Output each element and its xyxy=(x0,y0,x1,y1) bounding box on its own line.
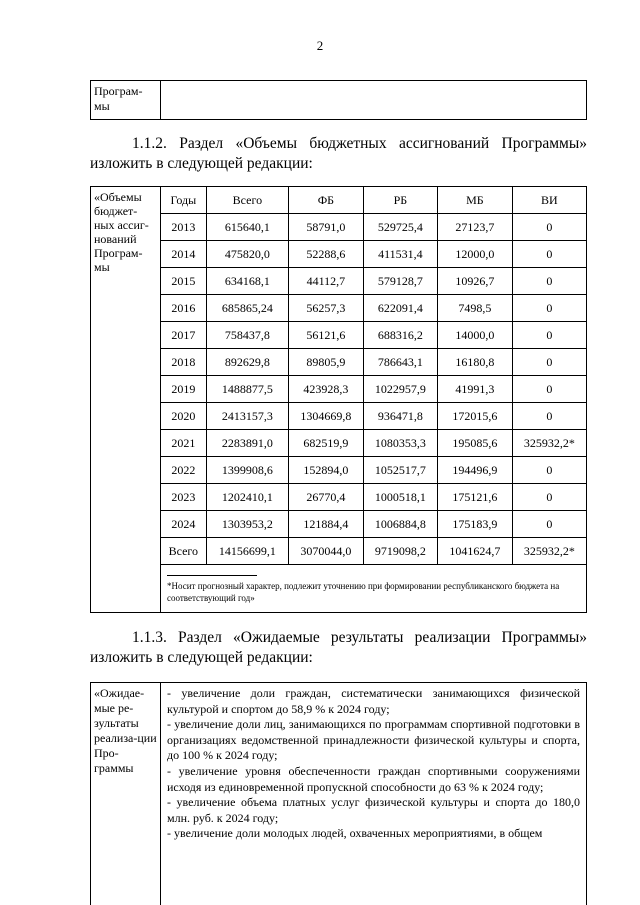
results-table xyxy=(90,682,587,905)
budget-cell: 1202410,1 xyxy=(206,484,288,511)
program-label: Програм- мы xyxy=(91,81,161,120)
budget-cell: 475820,0 xyxy=(206,241,288,268)
budget-cell: 27123,7 xyxy=(438,214,513,241)
budget-cell: 1304669,8 xyxy=(289,403,364,430)
budget-cell: 758437,8 xyxy=(206,322,288,349)
budget-cell: 2019 xyxy=(161,376,206,403)
budget-header-cell: МБ xyxy=(438,187,513,214)
budget-cell: 2022 xyxy=(161,457,206,484)
budget-header-cell: Годы xyxy=(161,187,206,214)
budget-table xyxy=(90,186,587,613)
budget-cell: 2283891,0 xyxy=(206,430,288,457)
result-item: - увеличение уровня обеспеченности граждан спортивными сооружениями исходя из единовременной пропускной способности до 63 % к 2024 году; xyxy=(167,763,580,794)
budget-cell: 325932,2* xyxy=(512,430,586,457)
budget-cell: 56257,3 xyxy=(289,295,364,322)
budget-cell: 1006884,8 xyxy=(363,511,438,538)
budget-cell: 615640,1 xyxy=(206,214,288,241)
paragraph-text: Раздел «Ожидаемые результаты реализации Программы» изложить в следующей редакции: xyxy=(90,629,588,666)
budget-cell: 175121,6 xyxy=(438,484,513,511)
result-item: - увеличение доли молодых людей, охваченных мероприятиями, в общем xyxy=(167,826,543,841)
budget-cell: 2015 xyxy=(161,268,206,295)
budget-header-row xyxy=(161,187,586,214)
budget-cell: 0 xyxy=(512,457,586,484)
budget-cell: 0 xyxy=(512,322,586,349)
budget-cell: 423928,3 xyxy=(289,376,364,403)
paragraph-1-1-3 xyxy=(90,628,587,668)
budget-cell: 2017 xyxy=(161,322,206,349)
result-item: - увеличение доли граждан, систематически занимающихся физической культурой и спортом до 58,9 % к 2024 году; xyxy=(167,686,580,716)
budget-cell: 1022957,9 xyxy=(363,376,438,403)
budget-header-cell: Всего xyxy=(206,187,288,214)
budget-cell: 0 xyxy=(512,376,586,403)
program-row-table xyxy=(90,80,587,120)
budget-cell: 1303953,2 xyxy=(206,511,288,538)
budget-cell: 579128,7 xyxy=(363,268,438,295)
budget-row xyxy=(161,214,586,241)
budget-header-cell: РБ xyxy=(363,187,438,214)
budget-cell: 685865,24 xyxy=(206,295,288,322)
budget-cell: 2024 xyxy=(161,511,206,538)
paragraph-number: 1.1.3. xyxy=(132,629,167,646)
result-item: - увеличение доли лиц, занимающихся по программам спортивной подготовки в организациях ведомственной принадлежности физической культуры и спорта, до 100 % к 2024 году; xyxy=(167,717,580,763)
budget-cell: 56121,6 xyxy=(289,322,364,349)
results-label: «Ожидае-мые ре-зультаты реализа-ции Про-граммы xyxy=(91,683,161,905)
budget-cell: 3070044,0 xyxy=(289,538,364,565)
budget-cell: Всего xyxy=(161,538,206,565)
budget-cell: 10926,7 xyxy=(438,268,513,295)
budget-cell: 786643,1 xyxy=(363,349,438,376)
results-list xyxy=(161,683,587,905)
budget-cell: 1399908,6 xyxy=(206,457,288,484)
budget-row xyxy=(161,538,586,565)
budget-row xyxy=(161,403,586,430)
budget-footnote: *Носит прогнозный характер, подлежит уточнению при формировании республиканского бюджета на соответствующий год» xyxy=(167,581,560,603)
budget-cell: 2413157,3 xyxy=(206,403,288,430)
budget-cell: 172015,6 xyxy=(438,403,513,430)
budget-row xyxy=(161,511,586,538)
budget-cell: 0 xyxy=(512,511,586,538)
budget-cell: 89805,9 xyxy=(289,349,364,376)
budget-header-cell: ВИ xyxy=(512,187,586,214)
budget-cell: 1041624,7 xyxy=(438,538,513,565)
budget-cell: 2020 xyxy=(161,403,206,430)
budget-row xyxy=(161,322,586,349)
budget-cell: 52288,6 xyxy=(289,241,364,268)
budget-cell: 26770,4 xyxy=(289,484,364,511)
budget-cell: 1052517,7 xyxy=(363,457,438,484)
budget-cell: 892629,8 xyxy=(206,349,288,376)
paragraph-1-1-2 xyxy=(90,134,587,174)
budget-row xyxy=(161,484,586,511)
budget-cell: 14156699,1 xyxy=(206,538,288,565)
budget-cell: 688316,2 xyxy=(363,322,438,349)
result-item: - увеличение объема платных услуг физической культуры и спорта до 180,0 млн. руб. к 2024 году; xyxy=(167,795,580,825)
budget-label: «Объемы бюджет-ных ассиг-нований Програм-мы xyxy=(91,187,161,613)
budget-cell: 936471,8 xyxy=(363,403,438,430)
budget-row xyxy=(161,268,586,295)
budget-cell: 622091,4 xyxy=(363,295,438,322)
budget-cell: 2013 xyxy=(161,214,206,241)
budget-cell: 0 xyxy=(512,349,586,376)
budget-cell: 16180,8 xyxy=(438,349,513,376)
page-number: 2 xyxy=(316,38,324,53)
budget-cell: 58791,0 xyxy=(289,214,364,241)
budget-cell: 194496,9 xyxy=(438,457,513,484)
budget-cell: 634168,1 xyxy=(206,268,288,295)
budget-cell: 0 xyxy=(512,403,586,430)
budget-row xyxy=(161,295,586,322)
budget-cell: 2016 xyxy=(161,295,206,322)
budget-cell: 175183,9 xyxy=(438,511,513,538)
budget-cell: 7498,5 xyxy=(438,295,513,322)
footnote-rule xyxy=(167,575,257,576)
budget-cell: 14000,0 xyxy=(438,322,513,349)
budget-cell: 0 xyxy=(512,484,586,511)
budget-cell: 121884,4 xyxy=(289,511,364,538)
budget-cell: 195085,6 xyxy=(438,430,513,457)
budget-cell: 152894,0 xyxy=(289,457,364,484)
budget-cell: 325932,2* xyxy=(512,538,586,565)
budget-grid xyxy=(161,187,586,565)
budget-row xyxy=(161,430,586,457)
budget-cell: 9719098,2 xyxy=(363,538,438,565)
budget-cell: 1488877,5 xyxy=(206,376,288,403)
budget-cell: 44112,7 xyxy=(289,268,364,295)
budget-cell: 1000518,1 xyxy=(363,484,438,511)
budget-row xyxy=(161,241,586,268)
budget-content-cell xyxy=(161,187,587,613)
budget-cell: 529725,4 xyxy=(363,214,438,241)
budget-row xyxy=(161,376,586,403)
budget-cell: 2018 xyxy=(161,349,206,376)
budget-cell: 0 xyxy=(512,268,586,295)
budget-cell: 682519,9 xyxy=(289,430,364,457)
budget-cell: 12000,0 xyxy=(438,241,513,268)
budget-cell: 2021 xyxy=(161,430,206,457)
paragraph-number: 1.1.2. xyxy=(132,135,167,152)
budget-cell: 41991,3 xyxy=(438,376,513,403)
budget-header-cell: ФБ xyxy=(289,187,364,214)
budget-cell: 0 xyxy=(512,214,586,241)
paragraph-text: Раздел «Объемы бюджетных ассигнований Программы» изложить в следующей редакции: xyxy=(90,135,588,172)
budget-row xyxy=(161,349,586,376)
budget-cell: 1080353,3 xyxy=(363,430,438,457)
budget-footnote-block xyxy=(161,565,586,612)
budget-cell: 411531,4 xyxy=(363,241,438,268)
program-value-cell xyxy=(161,81,587,120)
budget-cell: 2014 xyxy=(161,241,206,268)
budget-cell: 2023 xyxy=(161,484,206,511)
budget-cell: 0 xyxy=(512,241,586,268)
budget-row xyxy=(161,457,586,484)
budget-cell: 0 xyxy=(512,295,586,322)
